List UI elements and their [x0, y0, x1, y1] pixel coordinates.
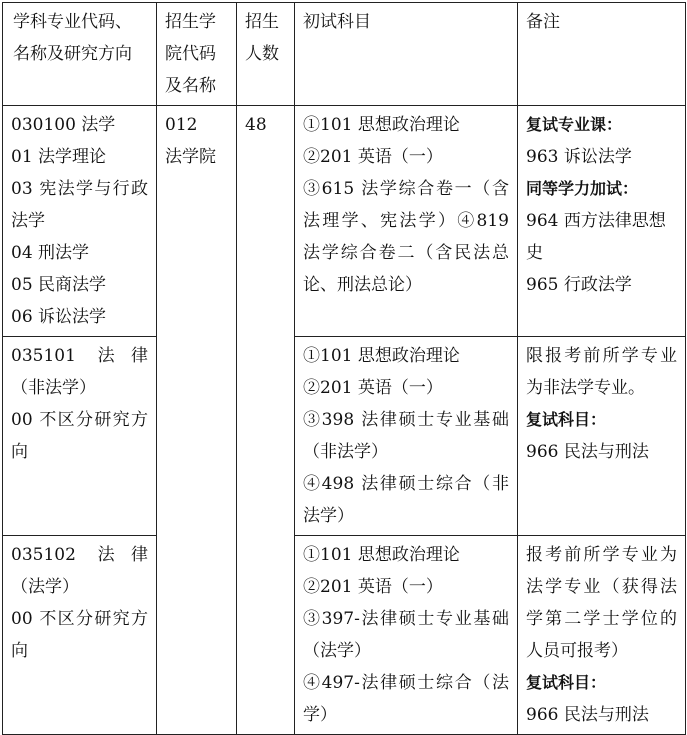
remark-line: 965 行政法学: [526, 275, 632, 295]
major-cell: [3, 106, 157, 337]
exam-line: ①101 思想政治理论: [303, 346, 460, 366]
remark-line: 同等学力加试：: [526, 179, 639, 198]
institute-code: 012: [165, 115, 198, 135]
exam-cell: [295, 337, 518, 536]
remark-line: 复试科目：: [526, 410, 607, 429]
institute-cell: [157, 106, 237, 735]
exam-line: ①101 思想政治理论: [303, 115, 460, 135]
remark-line: 复试科目：: [526, 673, 607, 692]
header-institute: 招生学院代码及名称: [157, 3, 237, 106]
remark-line: 966 民法与刑法: [526, 705, 649, 725]
exam-line: ②201 英语（一）: [303, 378, 443, 398]
major-line: 01 法学理论: [11, 147, 107, 167]
major-line: 03 宪法学与行政法学: [11, 179, 148, 231]
major-line: 00 不区分研究方向: [11, 410, 148, 462]
header-quota: 招生人数: [237, 3, 295, 106]
table-row: [3, 536, 686, 735]
remark-line: 复试专业课：: [526, 115, 623, 134]
exam-line: ②201 英语（一）: [303, 147, 443, 167]
exam-cell: [295, 536, 518, 735]
remark-line: 报考前所学专业为法学专业（获得法学第二学士学位的人员可报考）: [526, 545, 677, 661]
remark-line: 964 西方法律思想史: [526, 211, 666, 263]
remark-line: 限报考前所学专业为非法学专业。: [526, 346, 677, 398]
exam-line: ①101 思想政治理论: [303, 545, 460, 565]
exam-line: ③615 法学综合卷一（含法理学、宪法学）④819 法学综合卷二（含民法总论、刑法总论）: [303, 179, 509, 295]
table-row: [3, 106, 686, 337]
remark-line: 963 诉讼法学: [526, 147, 632, 167]
remarks-cell: [518, 337, 686, 536]
major-cell: [3, 536, 157, 735]
header-major: 学科专业代码、名称及研究方向: [3, 3, 157, 106]
header-remarks: 备注: [518, 3, 686, 106]
major-line: 035102 法律（法学）: [11, 545, 148, 597]
header-row: [3, 3, 686, 106]
exam-cell: [295, 106, 518, 337]
major-cell: [3, 337, 157, 536]
institute-name: 法学院: [165, 147, 216, 167]
major-line: 00 不区分研究方向: [11, 609, 148, 661]
admissions-table: [2, 2, 686, 735]
exam-line: ②201 英语（一）: [303, 577, 443, 597]
major-line: 030100 法学: [11, 115, 116, 135]
major-line: 06 诉讼法学: [11, 307, 107, 327]
exam-line: ③398 法律硕士专业基础（非法学）: [303, 410, 509, 462]
remarks-cell: [518, 536, 686, 735]
remarks-cell: [518, 106, 686, 337]
table-row: [3, 337, 686, 536]
quota-cell: 48: [237, 106, 295, 735]
major-line: 04 刑法学: [11, 243, 90, 263]
exam-line: ④498 法律硕士综合（非法学）: [303, 474, 509, 526]
exam-line: ④497-法律硕士综合（法学）: [303, 673, 509, 725]
exam-line: ③397-法律硕士专业基础（法学）: [303, 609, 509, 661]
header-exam-subjects: 初试科目: [295, 3, 518, 106]
major-line: 05 民商法学: [11, 275, 107, 295]
remark-line: 966 民法与刑法: [526, 442, 649, 462]
major-line: 035101 法律（非法学）: [11, 346, 148, 398]
